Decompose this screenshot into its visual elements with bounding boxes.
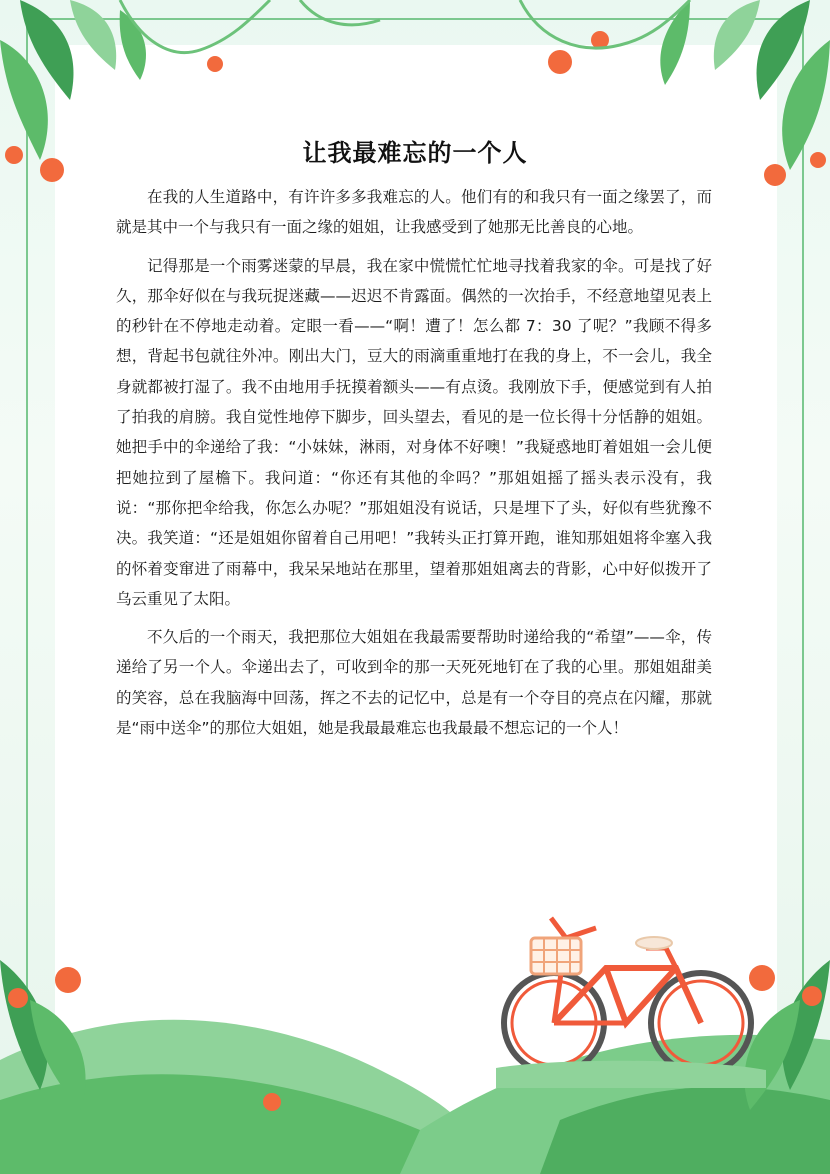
article-body <box>116 182 712 751</box>
paragraph: 记得那是一个雨雾迷蒙的早晨，我在家中慌慌忙忙地寻找着我家的伞。可是找了好久，那伞好似在与我玩捉迷藏——迟迟不肯露面。偶然的一次抬手，不经意地望见表上的秒针在不停地走动着。定眼一看——“啊！遭了！怎么都 7：30 了呢？”我顾不得多想，背起书包就往外冲。刚出大门，豆大的雨滴重重地打在我的身上，不一会儿，我全身就都被打湿了。我不由地用手抚摸着额头——有点烫。我刚放下手，便感觉到有人拍了拍我的肩膀。我自觉性地停下脚步，回头望去，看见的是一位长得十分恬静的姐姐。她把手中的伞递给了我：“小妹妹，淋雨，对身体不好噢！”我疑惑地盯着姐姐一会儿便把她拉到了屋檐下。我问道：“你还有其他的伞吗？”那姐姐摇了摇头表示没有，我说：“那你把伞给我，你怎么办呢？”那姐姐没有说话，只是埋下了头，好似有些犹豫不决。我笑道：“还是姐姐你留着自己用吧！”我转头正打算开跑，谁知那姐姐将伞塞入我的怀着变窜进了雨幕中，我呆呆地站在那里，望着那姐姐离去的背影，心中好似拨开了乌云重见了太阳。 <box>116 256 712 608</box>
paragraph: 在我的人生道路中，有许许多多我难忘的人。他们有的和我只有一面之缘罢了，而就是其中一个与我只有一面之缘的姐姐，让我感受到了她那无比善良的心地。 <box>116 188 712 237</box>
basket-icon <box>531 938 581 974</box>
paragraph: 不久后的一个雨天，我把那位大姐姐在我最需要帮助时递给我的“希望”——伞，传递给了另一个人。伞递出去了，可收到伞的那一天死死地钉在了我的心里。那姐姐甜美的笑容，总在我脑海中回荡，挥之不去的记忆中，总是有一个夺目的亮点在闪耀，那就是“雨中送伞”的那位大姐姐，她是我最最难忘也我最最不想忘记的一个人！ <box>116 628 712 738</box>
bicycle-icon <box>496 898 766 1088</box>
page-title: 让我最难忘的一个人 <box>302 139 528 167</box>
